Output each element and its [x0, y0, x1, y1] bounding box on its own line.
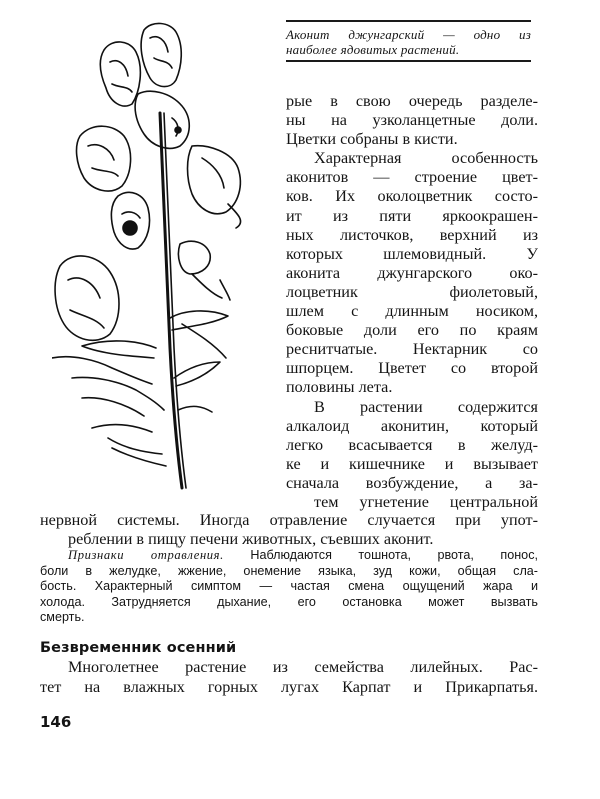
text-line: ит из пяти яркоокрашен-: [286, 206, 538, 225]
text-line: ны на узколанцетные доли.: [286, 111, 538, 130]
text-line: тет на влажных горных лугах Карпат и Прикарпатья.: [40, 678, 538, 696]
column-text: [286, 92, 538, 512]
caption-line: Аконит джунгарский — одно из: [286, 27, 531, 42]
text-line: боли в желудке, жжение, онемение языка, зуд кожи, общая сла-: [40, 563, 538, 578]
text-line: которых шлемовидный. У: [286, 244, 538, 263]
text-line: В растении содержится: [314, 397, 538, 416]
text-line: холода. Затрудняется дыхание, его остановка может вызвать: [40, 594, 538, 609]
text-line: шпорцем. Цветет со второй: [286, 359, 538, 378]
text-line: аконита джунгарского око-: [286, 263, 538, 282]
text-line: легко всасывается в желуд-: [286, 435, 538, 454]
text-line: рые в свою очередь разделе-: [286, 92, 538, 110]
symptoms-text: Наблюдаются тошнота, рвота, понос,: [223, 548, 538, 562]
text-line: шлем с длинным носиком,: [286, 302, 538, 321]
symptoms-first-line: [40, 548, 538, 564]
text-line: нервной системы. Иногда отравление случается при упот-: [40, 511, 538, 529]
text-line: смерть.: [40, 610, 85, 625]
text-line: ных листочков, верхний из: [286, 225, 538, 244]
text-line: бость. Характерный симптом — частая смена ощущений жара и: [40, 579, 538, 594]
text-line: Многолетнее растение из семейства лилейных. Рас-: [68, 658, 538, 676]
text-line: алкалоид аконитин, который: [286, 416, 538, 435]
section-text: [40, 657, 538, 697]
caption-line: наиболее ядовитых растений.: [286, 42, 460, 57]
text-line: сначала возбуждение, а за-: [286, 473, 538, 492]
full-width-text: [40, 511, 538, 549]
text-line: половины лета.: [286, 378, 393, 397]
section-heading: Безвременник осенний: [40, 640, 237, 656]
text-line: аконитов — строение цвет-: [286, 168, 538, 187]
text-line: лоцветник фиолетовый,: [286, 282, 538, 301]
text-line: реснитчатые. Нектарник со: [286, 340, 538, 359]
text-line: боковые доли его по краям: [286, 321, 538, 340]
page-number: 146: [40, 713, 72, 731]
figure-caption: [286, 20, 531, 62]
text-line: ков. Их околоцветник состо-: [286, 187, 538, 206]
aconite-plant-illustration-icon: [52, 18, 267, 503]
text-line: Характерная особенность: [314, 149, 538, 168]
text-line: ке и кишечнике и вызывает: [286, 454, 538, 473]
text-line: Цветки собраны в кисти.: [286, 130, 458, 149]
poisoning-symptoms: [40, 548, 538, 626]
text-line: реблении в пищу печени животных, съевших аконит.: [68, 530, 434, 549]
symptoms-lead: Признаки отравления.: [68, 548, 224, 562]
text-line: тем угнетение центральной: [314, 492, 538, 511]
